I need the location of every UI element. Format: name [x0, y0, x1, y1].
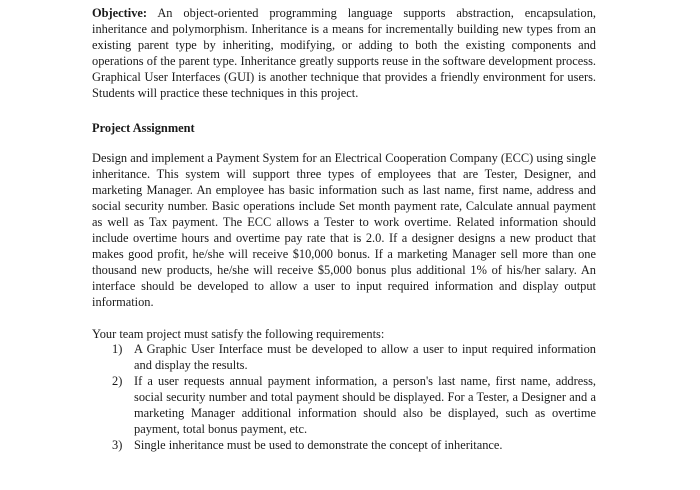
objective-paragraph: [92, 6, 596, 101]
requirement-item: [112, 342, 596, 374]
requirement-item: [112, 438, 596, 454]
objective-text: An object-oriented programming language supports abstraction, encapsulation, inheritance and polymorphism. Inheritance is a means for incrementally building new types from an existing parent type by inheriting, modifying, or adding to both the existing components and operations of the parent type. Inheritance greatly supports reuse in the software development process. Graphical User Interfaces (GUI) is another technique that provides a friendly environment for users. Students will practice these techniques in this project.: [92, 6, 596, 100]
requirement-number: 1): [112, 342, 123, 357]
requirement-number: 2): [112, 374, 123, 389]
requirements-intro: Your team project must satisfy the following requirements:: [92, 326, 385, 341]
requirement-item: [112, 374, 596, 438]
requirements-list: [92, 342, 596, 453]
objective-label: Objective:: [92, 6, 148, 20]
assignment-paragraph: Design and implement a Payment System for an Electrical Cooperation Company (ECC) using single inheritance. This system will support three types of employees that are Tester, Designer, and marketing Manager. An employee has basic information such as last name, first name, address and social security number. Basic operations include Set month payment rate, Calculate annual payment as well as Tax payment. The ECC allows a Tester to work overtime. Related information should include overtime hours and overtime pay rate that is 2.0. If a designer designs a new product that makes good profit, he/she will receive $10,000 bonus. If a marketing Manager sell more than one thousand new products, he/she will receive $5,000 bonus plus additional 1% of his/her salary. An interface should be developed to allow a user to input required information and display output information.: [92, 151, 596, 309]
project-assignment-heading: Project Assignment: [92, 121, 195, 136]
requirement-number: 3): [112, 437, 123, 452]
requirement-text: If a user requests annual payment information, a person's last name, first name, address, social security number and total payment should be displayed. For a Tester, a Designer and a marketing Manager additional information should also be displayed, such as overtime payment, total bonus payment, etc.: [134, 374, 596, 436]
requirement-text: Single inheritance must be used to demonstrate the concept of inheritance.: [134, 437, 503, 452]
document-page: [92, 6, 596, 454]
requirement-text: A Graphic User Interface must be developed to allow a user to input required information and display the results.: [134, 342, 596, 373]
